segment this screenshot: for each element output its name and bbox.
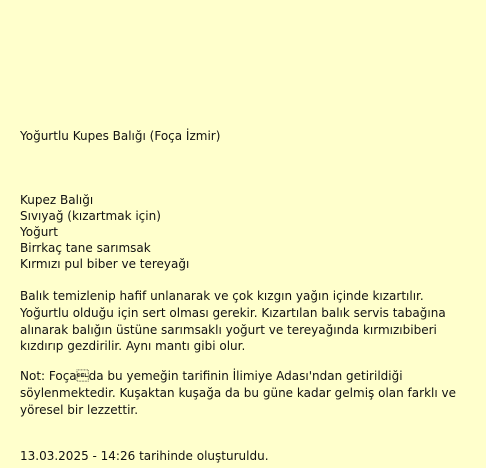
recipe-title: Yoğurtlu Kupes Balığı (Foça İzmir) xyxy=(20,129,221,143)
note-paragraph: Not: Foçada bu yemeğin tarifinin İlimiye Adası'ndan getirildiği söylenmektedir. Kuşaktan kuşağa da bu güne kadar gelmiş olan farklı ve yöresel bir lezzettir. xyxy=(20,369,456,417)
ingredient-item: Kupez Balığı xyxy=(20,193,94,207)
ingredient-item: Birrkaç tane sarımsak xyxy=(20,241,151,255)
ingredient-item: Kırmızı pul biber ve tereyağı xyxy=(20,257,190,271)
created-timestamp: 13.03.2025 - 14:26 tarihinde oluşturuldu. xyxy=(20,449,269,463)
ingredient-item: Yoğurt xyxy=(20,225,58,239)
ingredient-item: Sıvıyağ (kızartmak için) xyxy=(20,209,161,223)
preparation-paragraph: Balık temizlenip hafif unlanarak ve çok kızgın yağın içinde kızartılır. Yoğurtlu olduğu için sert olması gerekir. Kızartılan balık servis tabağına alınarak balığın üstüne sarımsaklı yoğurt ve tereyağında kırmızıbiberi kızdırıp gezdirilir. Aynı mantı gibi olur. xyxy=(20,289,446,354)
ingredient-list xyxy=(20,192,189,272)
